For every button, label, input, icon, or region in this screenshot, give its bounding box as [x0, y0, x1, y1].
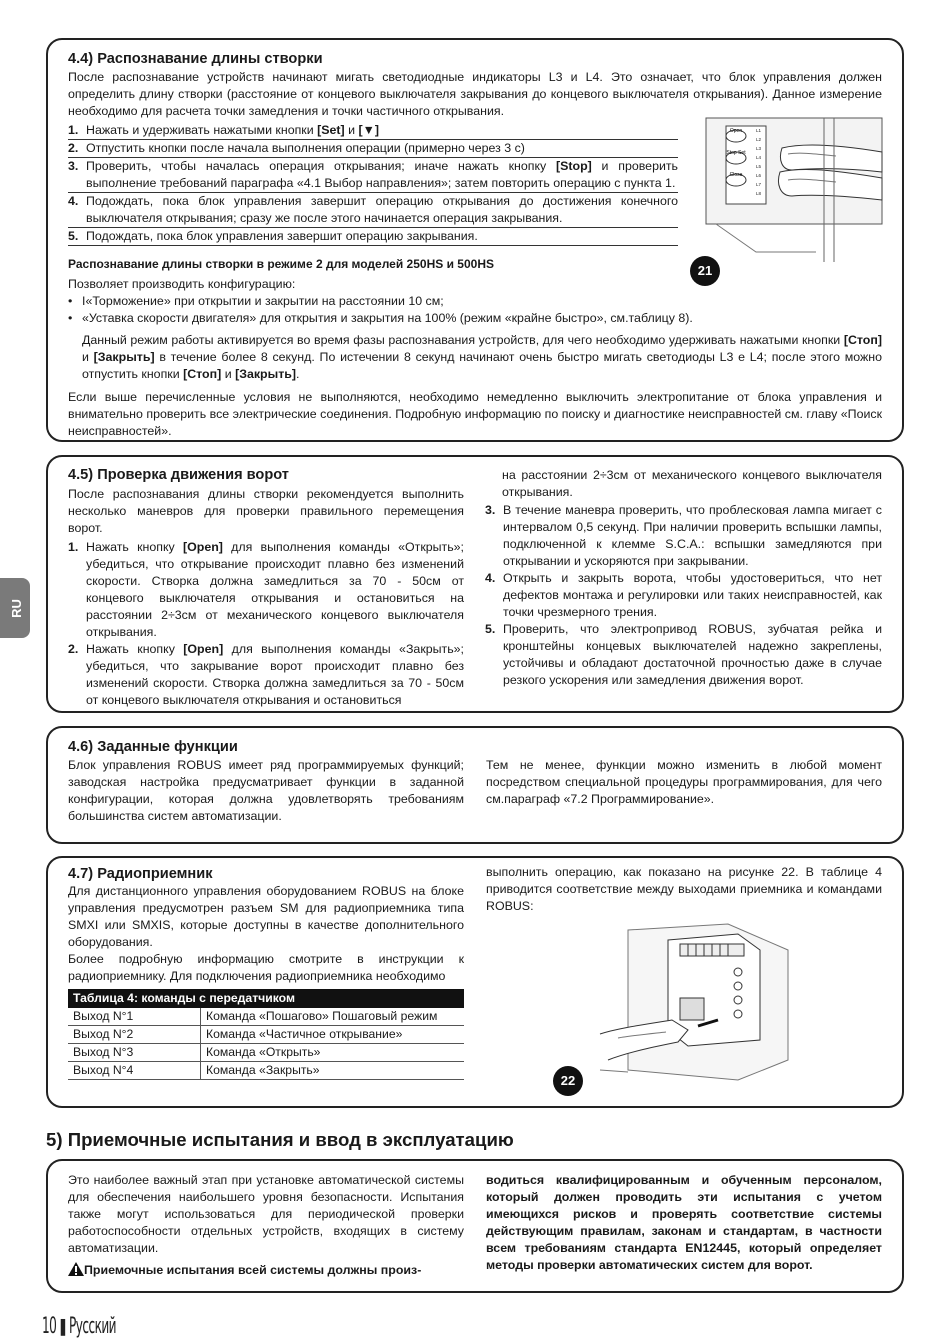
- mode2-description: Данный режим работы активируется во время фазы распознавания устройств, для чего необходимо удерживать нажатыми кнопки [Стоп] и [Закрыть] в течение более 8 секунд. По истечении 8 секунд начинают очень быстро мигать светодиоды L3 e L4; после этого можно отпустить кнопки [Стоп] и [Закрыть].: [82, 333, 882, 381]
- step-2: 2. Отпустить кнопки после начала выполнения операции (примерно через 3 с): [68, 140, 678, 158]
- mode2-bullets: [68, 293, 882, 327]
- section-4-4-title: 4.4) Распознавание длины створки: [68, 51, 323, 67]
- panel-label-open: Open: [729, 128, 743, 134]
- led-label: L6: [756, 173, 762, 178]
- section-4-4-steps: [68, 122, 678, 246]
- step-1: 1. Нажать кнопку [Open] для выполнения команды «Открыть»; убедиться, что открывание происходит плавно без изменений скорости. Створка должна замедлиться за 70 - 50см от концевого выключателя открывания и остановиться на расстоянии 2÷3см от механического концевого выключателя открывания.: [68, 540, 465, 639]
- step-2-continued: на расстоянии 2÷3см от механического концевого выключателя открывания.: [502, 468, 882, 499]
- section-4-5-title: 4.5) Проверка движения ворот: [68, 467, 289, 483]
- step-3: 3. В течение маневра проверить, что проблесковая лампа мигает с интервалом 0,5 секунд. При наличии проверить вспышки лампы, подключенной к клемме S.C.A.: вспышки замедляются при открывании и ускоряются при закрывании.: [485, 503, 882, 568]
- section-4-6-left: Блок управления ROBUS имеет ряд программируемых функций; заводская настройка предусматривает функции в заданной конфигурации, которая должна удовлетворять требованиям большинства систем автоматизации.: [68, 758, 464, 823]
- panel-label-stop: Stop Set: [726, 150, 746, 156]
- table-row: Выход N°2 Команда «Частичное открывание»: [68, 1026, 464, 1044]
- section-4-7-left: Для дистанционного управления оборудованием ROBUS на блоке управления предусмотрен разъем SM для радиоприемника типа SMXI или SMXIS, которые доступны в качестве дополнительного оборудования. Более подробную информацию смотрите в инструкции к радиоприемнику. Для подключения радиоприемника необходимо: [68, 884, 464, 983]
- led-label: L3: [756, 146, 762, 151]
- mode2-title: Распознавание длины створки в режиме 2 для моделей 250HS и 500HS: [68, 257, 494, 271]
- step-5: 5. Подождать, пока блок управления завершит операцию закрывания.: [68, 228, 678, 246]
- figure-21-control-panel: [696, 112, 888, 262]
- step-2: 2. Нажать кнопку [Open] для выполнения команды «Закрыть»; убедиться, что закрывание ворот происходит плавно без изменений скорости. Створка должна замедлиться за 70 - 50см от концевого выключателя открывания и остановиться: [68, 642, 465, 707]
- section-5-warning: Приемочные испытания всей системы должны произ-: [68, 1262, 464, 1279]
- section-4-5-steps-left: [68, 539, 464, 709]
- section-4-7-title: 4.7) Радиоприемник: [68, 866, 213, 882]
- section-5-right: водиться квалифицированным и обученным персоналом, который должен проводить эти испытания с учетом имеющихся рисков и проверять соответствие системы действующим правилам, законам и стандартам, в частности всем требованиям стандарта EN12445, который определяет методы проверки автоматических систем для ворот.: [486, 1173, 882, 1272]
- step-3: 3. Проверить, чтобы началась операция открывания; иначе нажать кнопку [Stop] и проверить выполнение требований параграфа «4.1 Выбор направления»; затем повторить операцию с пункта 1.: [68, 158, 678, 193]
- section-5-left: Это наиболее важный этап при установке автоматической системы для обеспечения наибольшего уровня безопасности. Испытания также могут использоваться для периодической проверки работоспособности отдельных устройств, входящих в систему автоматизации.: [68, 1173, 464, 1255]
- step-4: 4. Открыть и закрыть ворота, чтобы удостовериться, что нет дефектов монтажа и регулировки или таких неисправностей, как точки чрезмерного трения.: [485, 571, 882, 619]
- table-row: Выход N°1 Команда «Пошагово» Пошаговый режим: [68, 1008, 464, 1026]
- led-label: L8: [756, 191, 762, 196]
- step-5: 5. Проверить, что электропривод ROBUS, зубчатая рейка и кронштейны концевых выключателей надежно закреплены, устойчивы и обладают достаточной прочностью даже в случае резкого ускорения или замедления движения ворот.: [485, 622, 882, 687]
- section-4-7-right: выполнить операцию, как показано на рисунке 22. В таблице 4 приводится соответствие между выходами приемника и командами ROBUS:: [486, 865, 882, 913]
- table-title: Таблица 4: команды с передатчиком: [68, 989, 464, 1008]
- section-4-4-warning: Если выше перечисленные условия не выполняются, необходимо немедленно выключить электропитание от блока управления и внимательно проверить все электрические соединения. Подробную информацию по поиску и диагностике неисправностей см. главу «Поиск неисправностей».: [68, 390, 882, 438]
- led-label: L4: [756, 155, 762, 160]
- table-row: Выход N°3 Команда «Открыть»: [68, 1044, 464, 1062]
- section-4-6-right: Тем не менее, функции можно изменить в любой момент посредством специальной процедуры программирования, для чего см.параграф «7.2 Программирование».: [486, 758, 882, 806]
- section-4-5-intro: После распознавания длины створки рекомендуется выполнить несколько маневров для проверки правильного перемещения ворот.: [68, 487, 464, 535]
- figure-22-radio-receiver: [588, 920, 794, 1092]
- mode2-bullet: • «Уставка скорости двигателя» для открытия и закрытия на 100% (режим «крайне быстро», см.таблицу 8).: [68, 310, 882, 327]
- language-tab: RU: [0, 578, 30, 638]
- step-4: 4. Подождать, пока блок управления завершит операцию открывания до достижения конечного выключателя открывания; сразу же после этого начинается операция закрывания.: [68, 193, 678, 228]
- panel-label-close: Close: [729, 172, 743, 178]
- figure-21-badge: 21: [690, 256, 720, 286]
- warning-icon: [68, 1262, 84, 1276]
- led-label: L7: [756, 182, 762, 187]
- led-label: L5: [756, 164, 762, 169]
- figure-22-badge: 22: [553, 1066, 583, 1096]
- section-4-4-intro: После распознавание устройств начинают мигать светодиодные индикаторы L3 и L4. Это означает, что блок управления должен определить длину створки (расстояние от концевого выключателя закрывания до концевого выключателя открывания). Данное измерение необходимо для расчета точки замедления и точки частичного открывания.: [68, 70, 882, 118]
- table-row: Выход N°4 Команда «Закрыть»: [68, 1062, 464, 1080]
- section-4-6-title: 4.6) Заданные функции: [68, 739, 238, 755]
- mode2-bullet: • I«Торможение» при открытии и закрытии на расстоянии 10 см;: [68, 293, 882, 310]
- step-1: 1. Нажать и удерживать нажатыми кнопки [Set] и [▼]: [68, 122, 678, 140]
- section-5-title: 5) Приемочные испытания и ввод в эксплуатацию: [46, 1129, 514, 1150]
- led-label: L1: [756, 128, 762, 133]
- led-label: L2: [756, 137, 762, 142]
- mode2-intro: Позволяет производить конфигурацию:: [68, 277, 296, 291]
- commands-table: [68, 989, 464, 1080]
- page-footer: 10 ▮ Русский: [42, 1314, 116, 1339]
- section-4-5-steps-right: [485, 502, 882, 689]
